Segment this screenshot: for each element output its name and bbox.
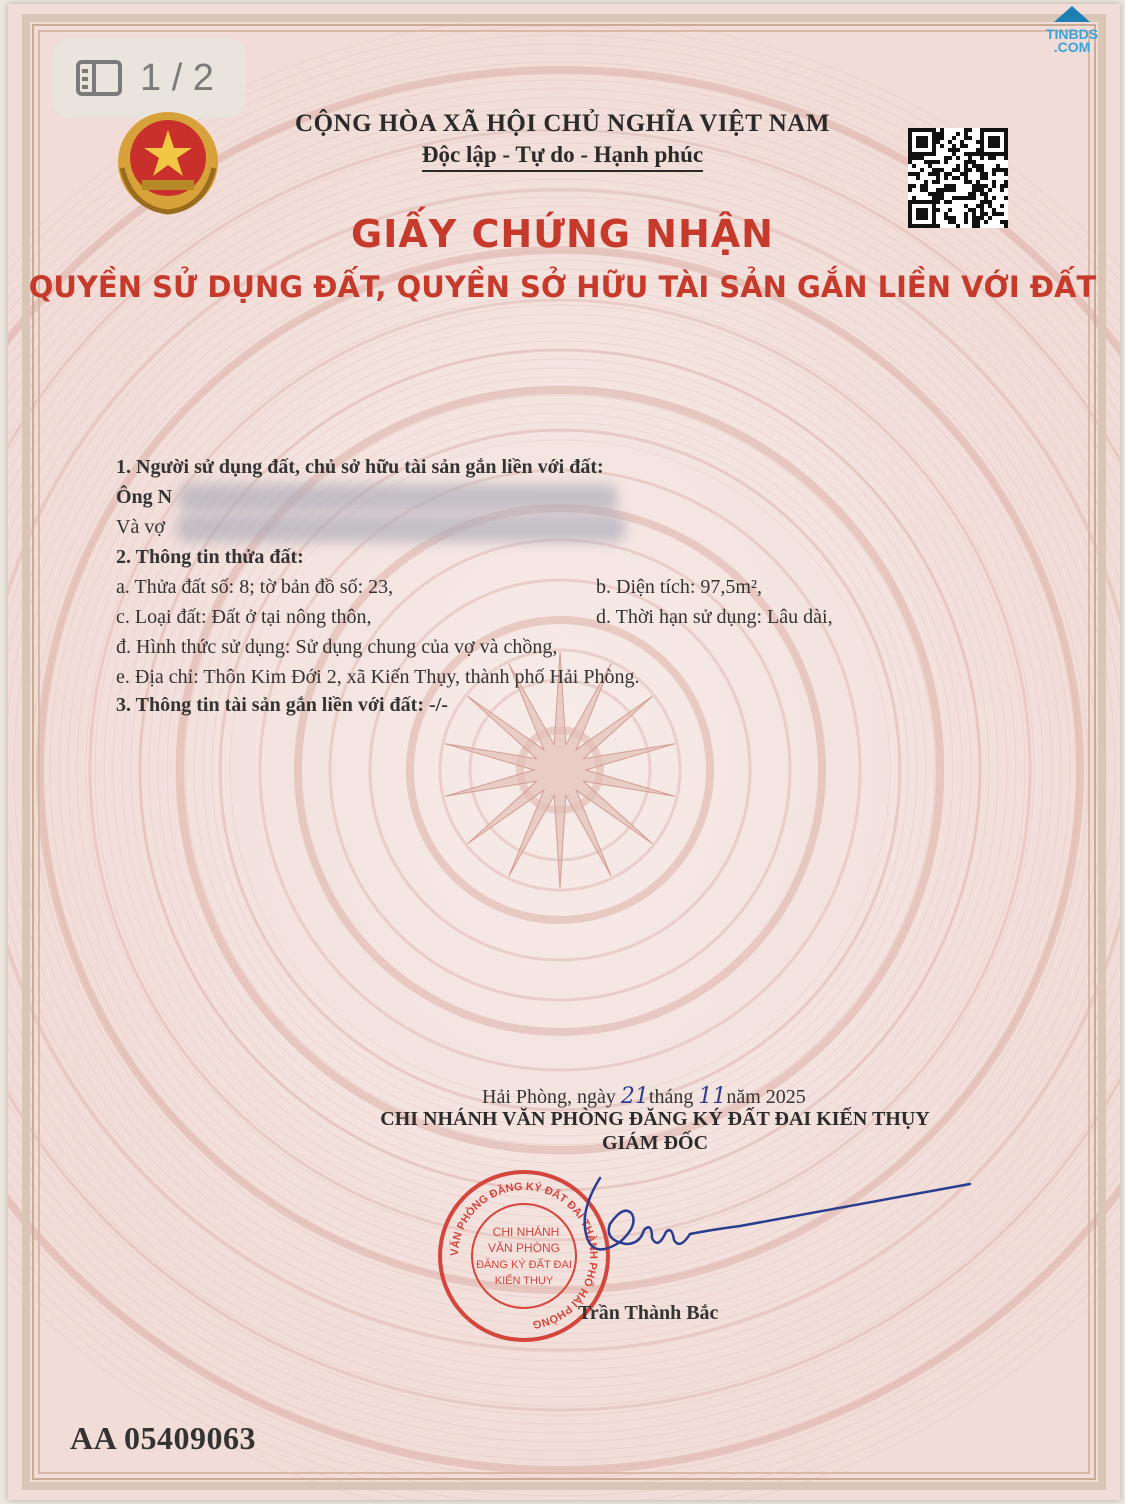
stamp-line2: VĂN PHÒNG: [487, 1241, 561, 1255]
document-title: GIẤY CHỨNG NHẬN: [351, 212, 774, 256]
land-type-info: c. Loại đất: Đất ở tại nông thôn,: [116, 606, 372, 628]
issue-place: Hải Phòng, ngày: [482, 1086, 616, 1108]
issuing-office: CHI NHÁNH VĂN PHÒNG ĐĂNG KÝ ĐẤT ĐAI KIẾN THỤY: [380, 1108, 930, 1130]
motto: [0, 142, 1125, 168]
term-info: d. Thời hạn sử dụng: Lâu dài,: [596, 606, 833, 628]
area-info: b. Diện tích: 97,5m²,: [596, 576, 762, 598]
month-word: tháng: [648, 1086, 694, 1108]
nation-heading: CỘNG HÒA XÃ HỘI CHỦ NGHĨA VIỆT NAM: [295, 110, 830, 137]
signer-name: Trần Thành Bắc: [578, 1302, 719, 1324]
owner-line: Ông N: [116, 486, 173, 508]
issue-day: 21: [620, 1084, 649, 1109]
signer-position: GIÁM ĐỐC: [601, 1132, 709, 1154]
issue-month: 11: [698, 1084, 727, 1109]
document-subtitle: QUYỀN SỬ DỤNG ĐẤT, QUYỀN SỞ HỮU TÀI SẢN GẮN LIỀN VỚI ĐẤT: [28, 270, 1097, 304]
sidebar-icon: [76, 60, 122, 96]
stamp-ring-text: VĂN PHÒNG ĐĂNG KÝ ĐẤT ĐAI THÀNH PHỐ HẢI PHÒNG: [448, 1180, 600, 1331]
handwritten-signature: [540, 1170, 980, 1280]
section2-heading: 2. Thông tin thửa đất:: [116, 546, 304, 568]
page-indicator[interactable]: [52, 38, 246, 118]
stamp-line1: CHI NHÁNH: [492, 1225, 560, 1239]
serial-number: AA 05409063: [70, 1420, 256, 1456]
address-info: e. Địa chỉ: Thôn Kim Đới 2, xã Kiến Thụy, thành phố Hải Phòng.: [116, 666, 640, 688]
watermark-line2: .COM: [1053, 39, 1091, 55]
issue-year: năm 2025: [726, 1086, 806, 1108]
spouse-line: Và vợ: [116, 516, 165, 538]
stamp-line3: ĐĂNG KÝ ĐẤT ĐAI: [476, 1259, 572, 1271]
parcel-info: a. Thửa đất số: 8; tờ bản đồ số: 23,: [116, 576, 394, 598]
redacted-spouse: [176, 514, 626, 542]
page-indicator-label: 1 / 2: [140, 56, 214, 99]
stamp-line4: KIẾN THỤY: [494, 1275, 554, 1287]
issue-date: [482, 1084, 806, 1109]
watermark-line1: TINBDS: [1045, 26, 1099, 42]
redacted-owner: [178, 484, 618, 512]
section1-heading: 1. Người sử dụng đất, chủ sở hữu tài sản gắn liền với đất:: [116, 456, 604, 478]
section3-heading: 3. Thông tin tài sản gắn liền với đất: -/-: [116, 694, 448, 716]
watermark-logo: [1024, 4, 1120, 54]
house-icon: [1052, 4, 1092, 26]
usage-form-info: đ. Hình thức sử dụng: Sử dụng chung của vợ và chồng,: [116, 636, 558, 658]
motto-text: Độc lập - Tự do - Hạnh phúc: [422, 142, 703, 172]
